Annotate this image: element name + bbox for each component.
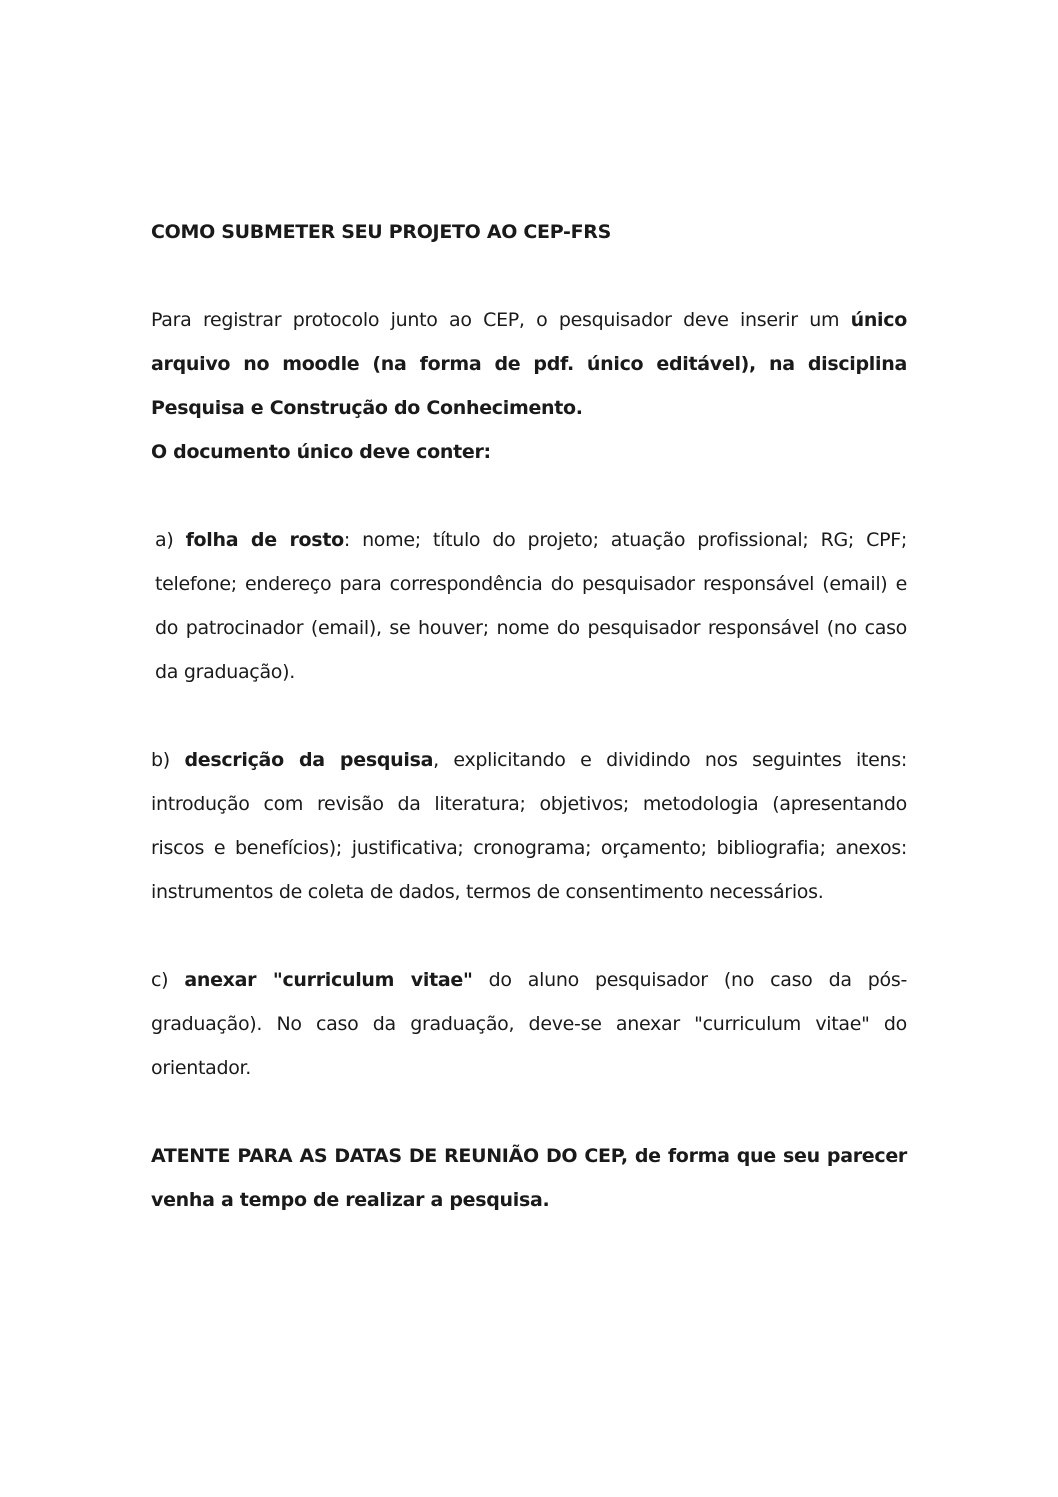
closing-notice: ATENTE PARA AS DATAS DE REUNIÃO DO CEP, de forma que seu parecer venha a tempo de realizar a pesquisa. — [151, 1145, 907, 1211]
item-c-text: do aluno pesquisador (no caso da pós-graduação). No caso da graduação, deve-se anexar "curriculum vitae" do orientador. — [151, 969, 907, 1079]
item-a-bold: folha de rosto — [185, 529, 344, 551]
document-title: COMO SUBMETER SEU PROJETO AO CEP-FRS — [151, 221, 611, 243]
item-a-paragraph — [151, 518, 907, 694]
intro-bold-text: único arquivo no moodle (na forma de pdf. único editável), na disciplina Pesquisa e Construção do Conhecimento. — [151, 309, 907, 419]
spacer — [151, 254, 907, 298]
contents-heading: O documento único deve conter: — [151, 441, 491, 463]
item-b-text: , explicitando e dividindo nos seguintes itens: introdução com revisão da literatura; objetivos; metodologia (apresentando riscos e benefícios); justificativa; cronograma; orçamento; bibliografia; anexos: instrumentos de coleta de dados, termos de consentimento necessários. — [151, 749, 908, 903]
item-a-prefix: a) — [155, 529, 186, 551]
spacer — [151, 694, 907, 738]
item-b-paragraph — [151, 738, 907, 914]
document-page — [151, 210, 907, 1222]
item-b-bold: descrição da pesquisa — [184, 749, 434, 771]
item-c-paragraph — [151, 958, 907, 1090]
spacer — [151, 914, 907, 958]
spacer — [151, 474, 907, 518]
intro-paragraph — [151, 298, 907, 430]
item-c-bold: anexar "curriculum vitae" — [184, 969, 473, 991]
intro-text: Para registrar protocolo junto ao CEP, o pesquisador deve inserir um — [151, 309, 851, 331]
spacer — [151, 1090, 907, 1134]
item-a-text: : nome; título do projeto; atuação profissional; RG; CPF; telefone; endereço para correspondência do pesquisador responsável (email) e do patrocinador (email), se houver; nome do pesquisador responsável (no caso da graduação). — [155, 529, 907, 683]
item-c-prefix: c) — [151, 969, 185, 991]
item-b-prefix: b) — [151, 749, 185, 771]
